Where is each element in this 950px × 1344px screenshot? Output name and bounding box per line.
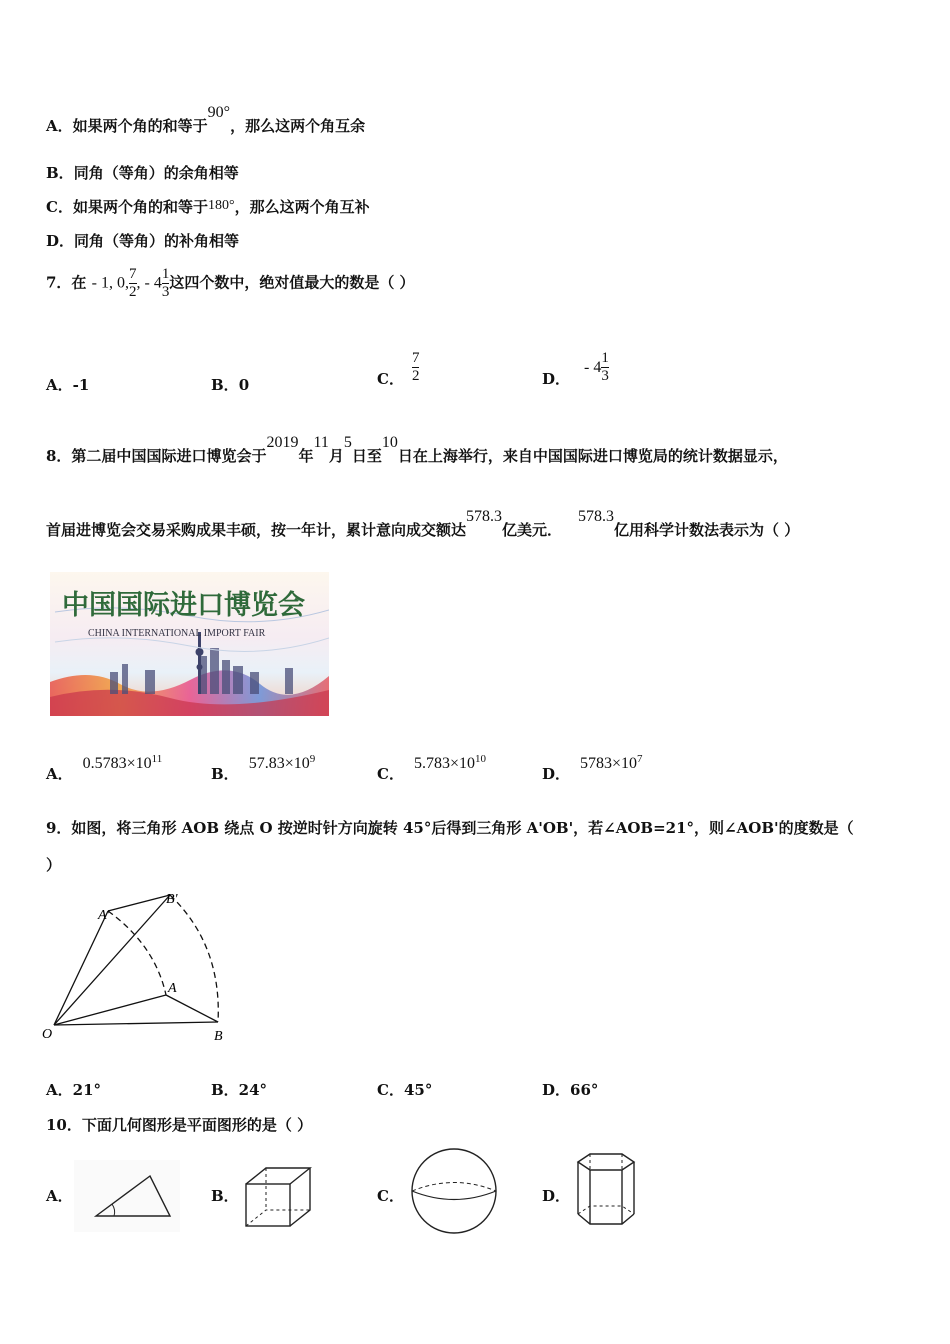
question-7: 7．在 - 1, 0, $\frac{7}{2}$ , - 4 $\frac{1}{3}$ 这四个数中，绝对值最大的数是（ ） <box>46 266 415 300</box>
q7-option-a: A．-1 <box>46 376 90 394</box>
q6-option-a: A．如果两个角的和等于90°，那么这两个角互余 <box>46 104 366 135</box>
label-a-prime: A' <box>98 908 110 923</box>
q9-option-a: A．21° <box>46 1081 102 1099</box>
q6-option-b: B．同角（等角）的余角相等 <box>46 164 239 182</box>
q8-option-b: B．$57.83\times 10^9$ <box>211 753 316 783</box>
triangle-figure <box>74 1160 180 1232</box>
fraction-1-3: $\frac{1}{3}$ <box>601 350 609 384</box>
q10-option-a-label: A． <box>46 1187 73 1205</box>
question-8-line-2: 首届进博览会交易采购成果丰硕，按一年计，累计意向成交额达578.3亿美元．578.3亿用科学计数法表示为（ ） <box>46 508 800 539</box>
q10-option-b-label: B． <box>211 1187 239 1205</box>
question-9-line-1: 9．如图，将三角形 AOB 绕点 O 按逆时针方向旋转 45°后得到三角形 A'OB'，若∠AOB=21°，则∠AOB'的度数是（ <box>46 819 854 837</box>
question-8-line-1: 8．第二届中国国际进口博览会于2019年11月5日至10日在上海举行，来自中国国际进口博览局的统计数据显示， <box>46 434 788 465</box>
label-a: A <box>168 981 177 996</box>
expo-banner-image <box>50 572 329 716</box>
math-90-degrees: 90° <box>207 104 231 121</box>
hexagonal-prism-figure <box>570 1150 642 1230</box>
fraction-7-2: $\frac{7}{2}$ <box>129 266 137 300</box>
q7-option-b: B．0 <box>211 376 250 394</box>
q6-option-c: C．如果两个角的和等于180°，那么这两个角互补 <box>46 198 370 216</box>
label-b: B <box>214 1029 223 1044</box>
fraction-1-3: $\frac{1}{3}$ <box>161 266 170 300</box>
expo-banner-graphic <box>50 572 329 716</box>
q9-option-b: B．24° <box>211 1081 268 1099</box>
q8-option-c: C．$5.783\times 10^{10}$ <box>377 753 486 783</box>
sphere-figure <box>404 1144 508 1238</box>
label-o: O <box>42 1027 53 1042</box>
q10-option-d-label: D． <box>542 1187 571 1205</box>
banner-title: 中国国际进口博览会 <box>62 590 305 621</box>
q7-option-c: C． $\frac{7}{2}$ <box>377 350 420 388</box>
banner-subtitle: CHINA INTERNATIONAL IMPORT FAIR <box>88 628 266 639</box>
q8-option-d: D．$5783\times 10^7$ <box>542 753 643 783</box>
q7-option-d: D．- 4 $\frac{1}{3}$ <box>542 350 609 388</box>
q8-option-a: A．$0.5783\times 10^{11}$ <box>46 753 163 783</box>
q9-option-c: C．45° <box>377 1081 433 1099</box>
question-10: 10．下面几何图形是平面图形的是（ ） <box>46 1116 313 1134</box>
q9-option-d: D．66° <box>542 1081 599 1099</box>
q10-option-c-label: C． <box>377 1187 404 1205</box>
q6-option-d: D．同角（等角）的补角相等 <box>46 232 240 250</box>
cube-figure <box>240 1162 316 1230</box>
rotation-figure <box>40 885 240 1050</box>
question-9-line-2: ） <box>46 856 62 874</box>
math-180-degrees: 180° <box>207 198 235 213</box>
fraction-7-2: $\frac{7}{2}$ <box>411 350 420 384</box>
label-b-prime: B' <box>166 892 178 907</box>
